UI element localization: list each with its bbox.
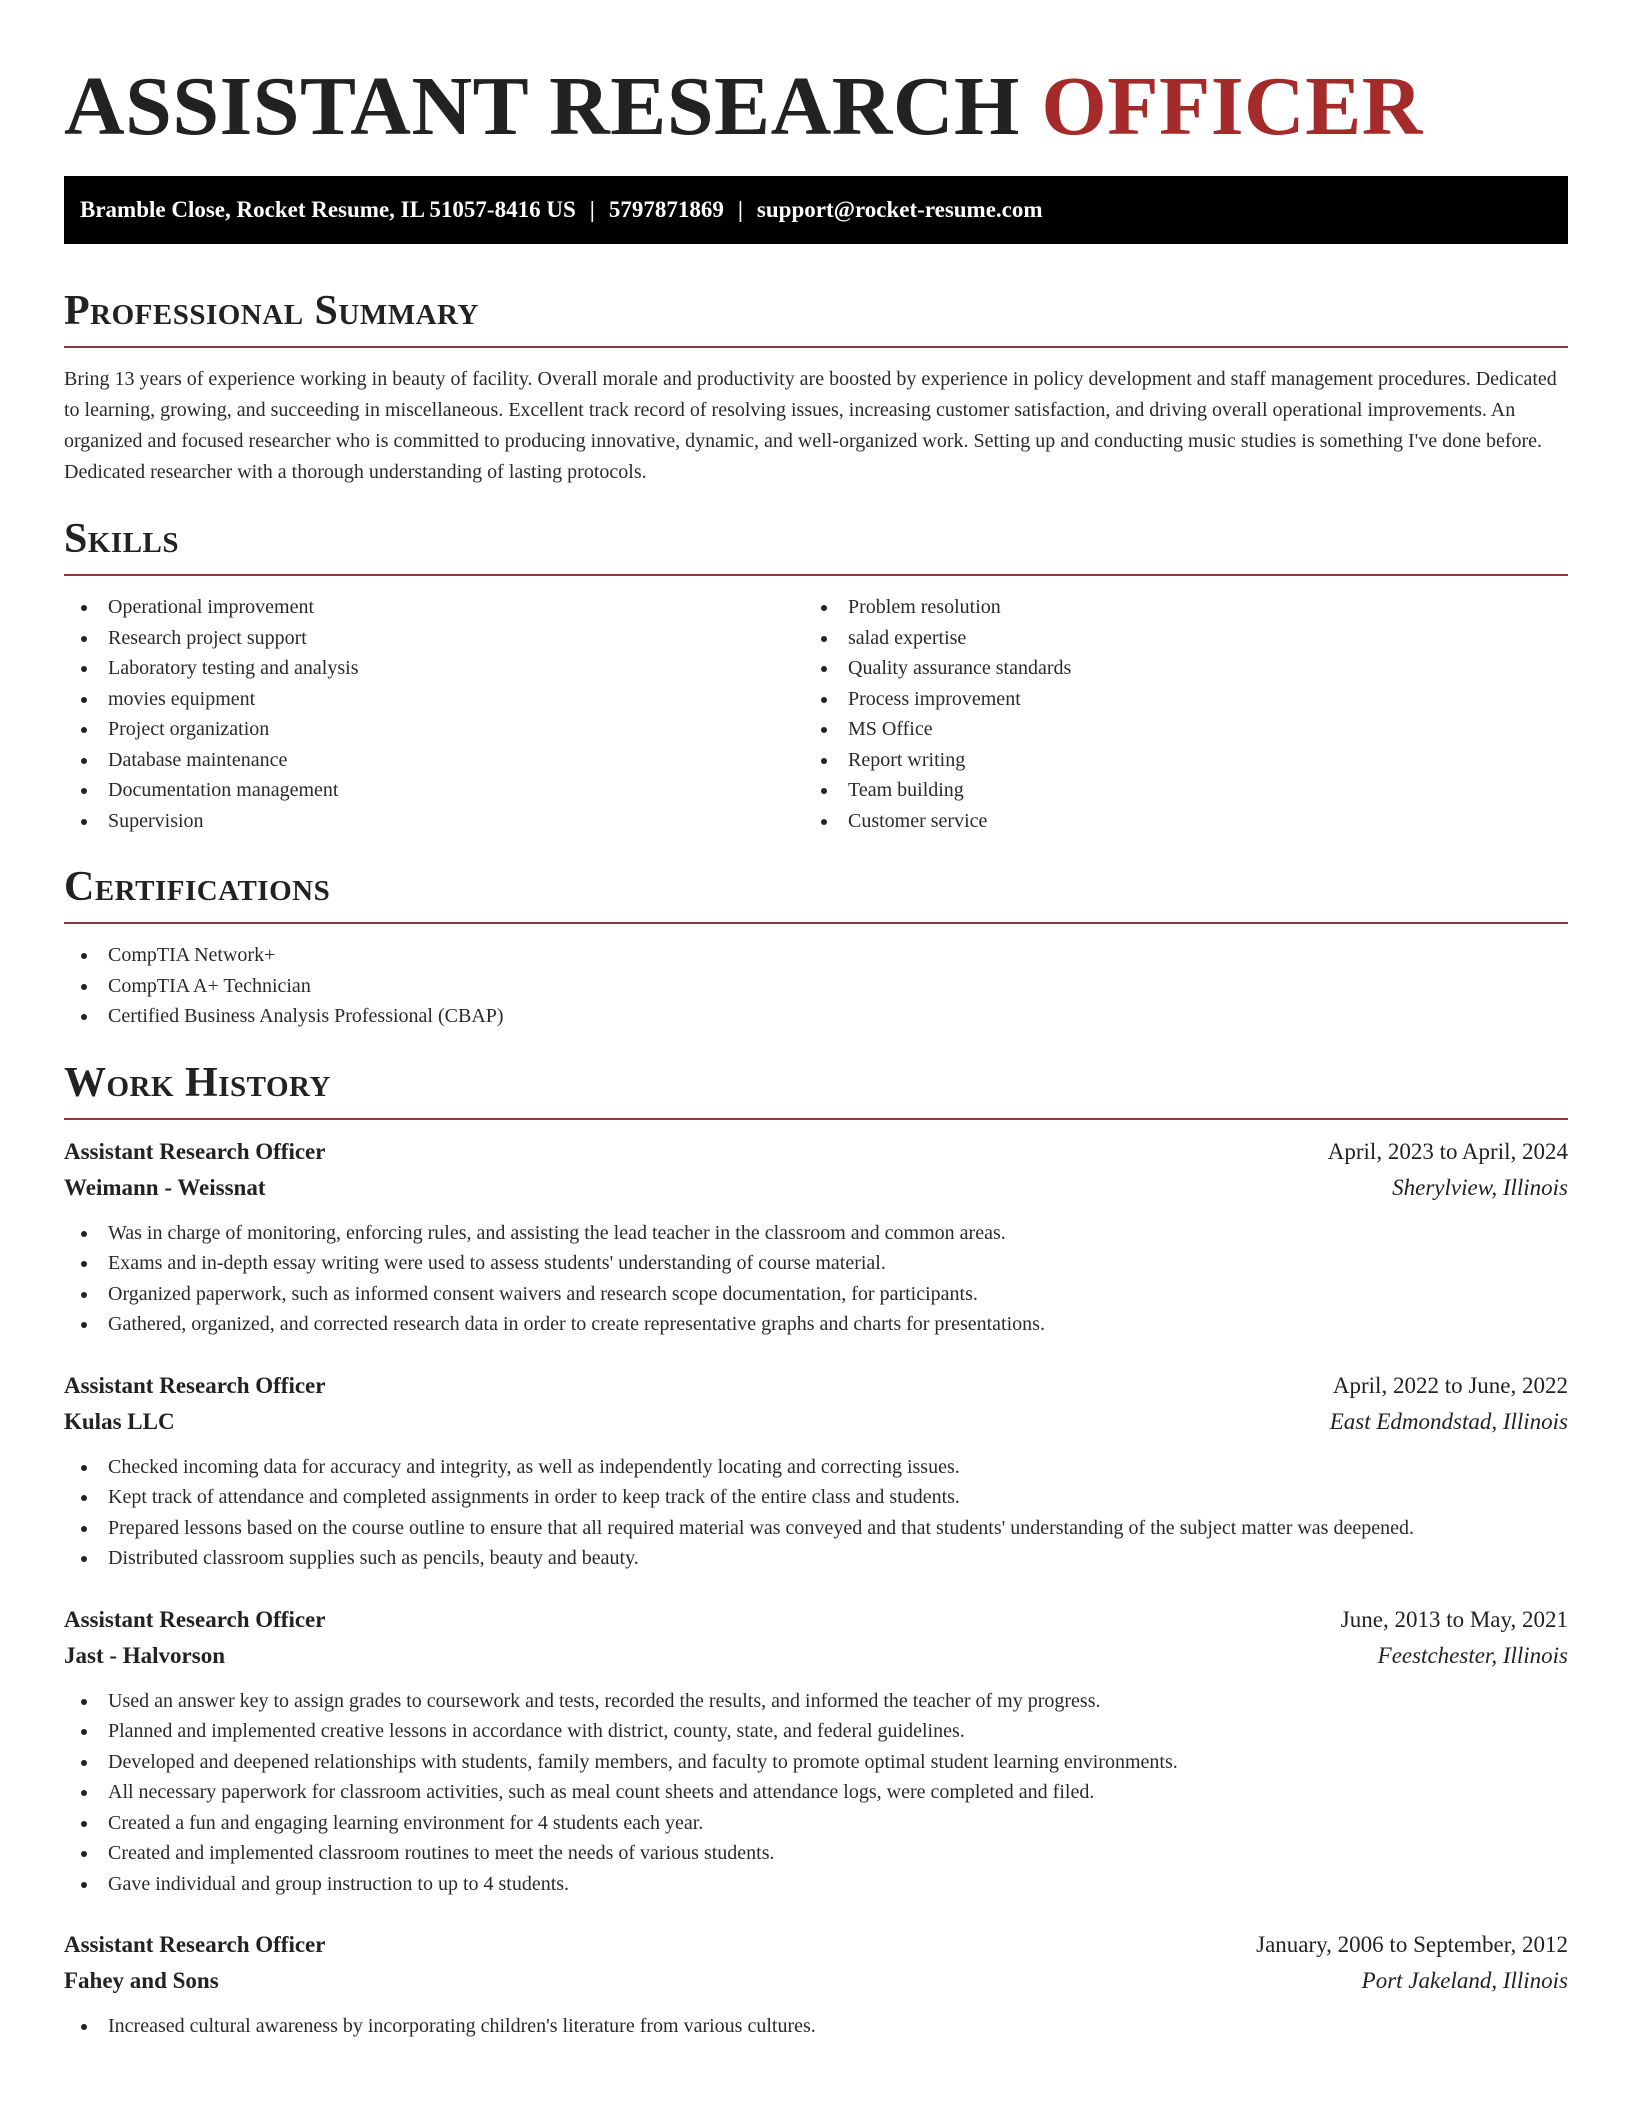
job-bullet: Kept track of attendance and completed assignments in order to keep track of the entire class and students.	[64, 1482, 1568, 1513]
skills-heading: Skills	[64, 516, 180, 562]
job-bullet: Gave individual and group instruction to up to 4 students.	[64, 1869, 1568, 1900]
summary-heading: Professional Summary	[64, 288, 479, 334]
section-divider	[64, 346, 1568, 348]
job-location: Sherylview, Illinois	[1392, 1174, 1568, 1200]
section-divider	[64, 1118, 1568, 1120]
job-bullet: Created and implemented classroom routines to meet the needs of various students.	[64, 1838, 1568, 1869]
skill-item: Process improvement	[804, 684, 1544, 715]
skill-item: Project organization	[64, 714, 804, 745]
job-dates: January, 2006 to September, 2012	[1256, 1932, 1568, 1957]
summary-section	[64, 286, 1568, 488]
job-entry	[64, 1134, 1568, 1340]
skill-item: Problem resolution	[804, 592, 1544, 623]
skill-item: Quality assurance standards	[804, 653, 1544, 684]
job-entry	[64, 1602, 1568, 1900]
job-company: Kulas LLC	[64, 1408, 175, 1434]
job-header-row	[64, 1368, 1568, 1404]
job-title: Assistant Research Officer	[64, 1372, 326, 1398]
job-title: Assistant Research Officer	[64, 1138, 326, 1164]
contact-bar	[64, 176, 1568, 244]
job-bullet: Was in charge of monitoring, enforcing rules, and assisting the lead teacher in the classroom and common areas.	[64, 1218, 1568, 1249]
job-entry	[64, 1368, 1568, 1574]
job-bullet: Created a fun and engaging learning environment for 4 students each year.	[64, 1808, 1568, 1839]
job-header-row	[64, 1602, 1568, 1638]
skills-grid	[64, 592, 1568, 836]
job-company: Fahey and Sons	[64, 1968, 219, 1993]
contact-separator: |	[589, 197, 595, 222]
job-bullet: Developed and deepened relationships with students, family members, and faculty to promote optimal student learning environments.	[64, 1747, 1568, 1778]
job-bullet: All necessary paperwork for classroom activities, such as meal count sheets and attendance logs, were completed and filed.	[64, 1777, 1568, 1808]
job-title: Assistant Research Officer	[64, 1606, 326, 1632]
contact-address: Bramble Close, Rocket Resume, IL 51057-8416 US	[80, 197, 576, 222]
job-bullet: Distributed classroom supplies such as pencils, beauty and beauty.	[64, 1543, 1568, 1574]
skill-item: MS Office	[804, 714, 1544, 745]
job-subheader-row	[64, 1963, 1568, 1999]
skill-item: Supervision	[64, 806, 804, 837]
job-bullet: Organized paperwork, such as informed consent waivers and research scope documentation, for participants.	[64, 1279, 1568, 1310]
job-bullet: Exams and in-depth essay writing were used to assess students' understanding of course material.	[64, 1248, 1568, 1279]
certifications-heading: Certifications	[64, 864, 331, 910]
job-subheader-row	[64, 1170, 1568, 1206]
job-bullet: Used an answer key to assign grades to coursework and tests, recorded the results, and informed the teacher of my progress.	[64, 1686, 1568, 1717]
job-company: Jast - Halvorson	[64, 1642, 225, 1668]
certification-item: CompTIA Network+	[64, 940, 1568, 971]
skill-item: Research project support	[64, 623, 804, 654]
job-location: Port Jakeland, Illinois	[1361, 1968, 1568, 1993]
resume-title	[64, 0, 1568, 158]
job-title: Assistant Research Officer	[64, 1932, 326, 1957]
section-divider	[64, 574, 1568, 576]
skill-item: Operational improvement	[64, 592, 804, 623]
job-dates: June, 2013 to May, 2021	[1340, 1606, 1568, 1632]
title-main: ASSISTANT RESEARCH	[64, 60, 1020, 153]
job-header-row	[64, 1134, 1568, 1170]
skill-item: Database maintenance	[64, 745, 804, 776]
job-bullet: Gathered, organized, and corrected research data in order to create representative graphs and charts for presentations.	[64, 1309, 1568, 1340]
job-dates: April, 2023 to April, 2024	[1327, 1138, 1568, 1164]
skills-column-right	[804, 592, 1544, 836]
certification-item: Certified Business Analysis Professional (CBAP)	[64, 1001, 1568, 1032]
certifications-section	[64, 862, 1568, 1032]
skills-column-left	[64, 592, 804, 836]
resume-page	[64, 0, 1568, 2042]
job-bullet: Increased cultural awareness by incorporating children's literature from various cultures.	[64, 2011, 1568, 2042]
skill-item: Laboratory testing and analysis	[64, 653, 804, 684]
job-entry	[64, 1927, 1568, 2042]
job-location: East Edmondstad, Illinois	[1329, 1408, 1568, 1434]
summary-text: Bring 13 years of experience working in beauty of facility. Overall morale and productivity are boosted by experience in policy development and staff management procedures. Dedicated to learning, growing, and succeeding in miscellaneous. Excellent track record of resolving issues, increasing customer satisfaction, and driving overall operational improvements. An organized and focused researcher who is committed to producing innovative, dynamic, and well-organized work. Setting up and conducting music studies is something I've done before. Dedicated researcher with a thorough understanding of lasting protocols.	[64, 368, 1557, 483]
skill-item: salad expertise	[804, 623, 1544, 654]
skill-item: Customer service	[804, 806, 1544, 837]
job-location: Feestchester, Illinois	[1377, 1642, 1568, 1668]
job-header-row	[64, 1927, 1568, 1963]
skill-item: Documentation management	[64, 775, 804, 806]
skill-item: Report writing	[804, 745, 1544, 776]
skill-item: Team building	[804, 775, 1544, 806]
title-accent: OFFICER	[1041, 60, 1423, 153]
job-dates: April, 2022 to June, 2022	[1332, 1372, 1568, 1398]
skill-item: movies equipment	[64, 684, 804, 715]
contact-phone[interactable]: 5797871869	[608, 197, 724, 222]
job-subheader-row	[64, 1404, 1568, 1440]
section-divider	[64, 922, 1568, 924]
work-history-section	[64, 1058, 1568, 2042]
job-subheader-row	[64, 1638, 1568, 1674]
contact-separator: |	[737, 197, 743, 222]
job-bullet: Prepared lessons based on the course outline to ensure that all required material was conveyed and that students' understanding of the subject matter was deepened.	[64, 1513, 1568, 1544]
job-company: Weimann - Weissnat	[64, 1174, 266, 1200]
skills-section	[64, 514, 1568, 836]
job-bullet: Planned and implemented creative lessons in accordance with district, county, state, and federal guidelines.	[64, 1716, 1568, 1747]
job-bullet: Checked incoming data for accuracy and integrity, as well as independently locating and correcting issues.	[64, 1452, 1568, 1483]
certification-item: CompTIA A+ Technician	[64, 971, 1568, 1002]
contact-email[interactable]: support@rocket-resume.com	[756, 197, 1043, 222]
work-history-heading: Work History	[64, 1059, 331, 1106]
